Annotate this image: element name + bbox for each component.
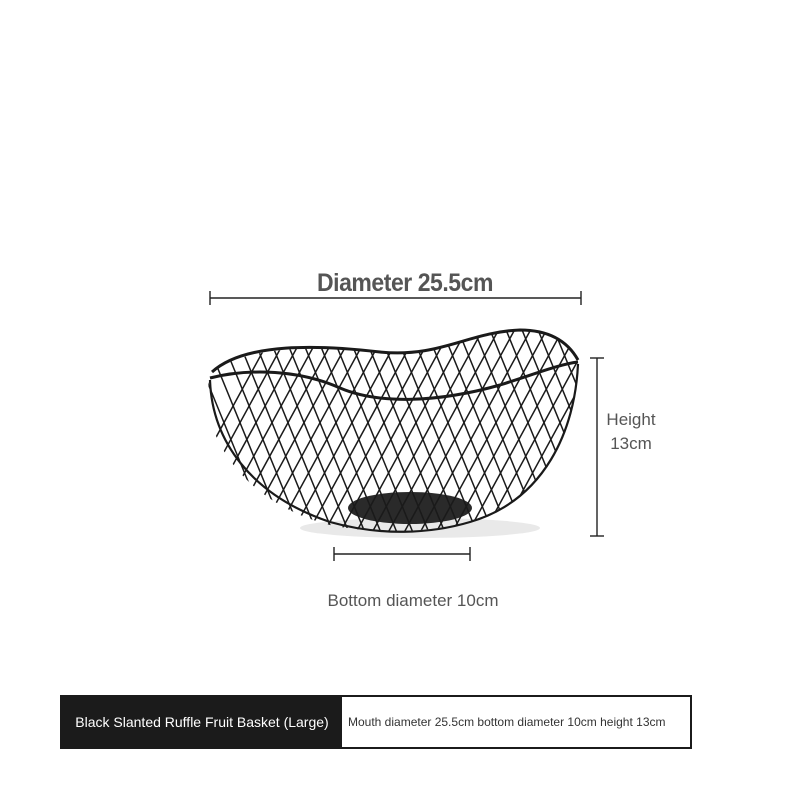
wire-strand [496,320,616,540]
wire-strand [176,320,296,540]
height-label [600,408,662,456]
diameter-label: Diameter 25.5cm [317,269,493,297]
product-info-bar [60,695,692,749]
product-name: Black Slanted Ruffle Fruit Basket (Large) [62,697,342,747]
wire-strand [432,320,552,540]
basket-rim-back [212,330,578,372]
height-label-value: 13cm [610,434,652,453]
bottom-diameter-label: Bottom diameter 10cm [327,591,499,610]
wire-strand [224,320,344,540]
wire-strand [448,320,568,540]
wire-strand [416,320,536,540]
wire-strand [480,320,600,540]
product-specs: Mouth diameter 25.5cm bottom diameter 10cm height 13cm [348,715,666,729]
wire-strand [208,320,328,540]
height-label-title: Height [606,410,656,429]
